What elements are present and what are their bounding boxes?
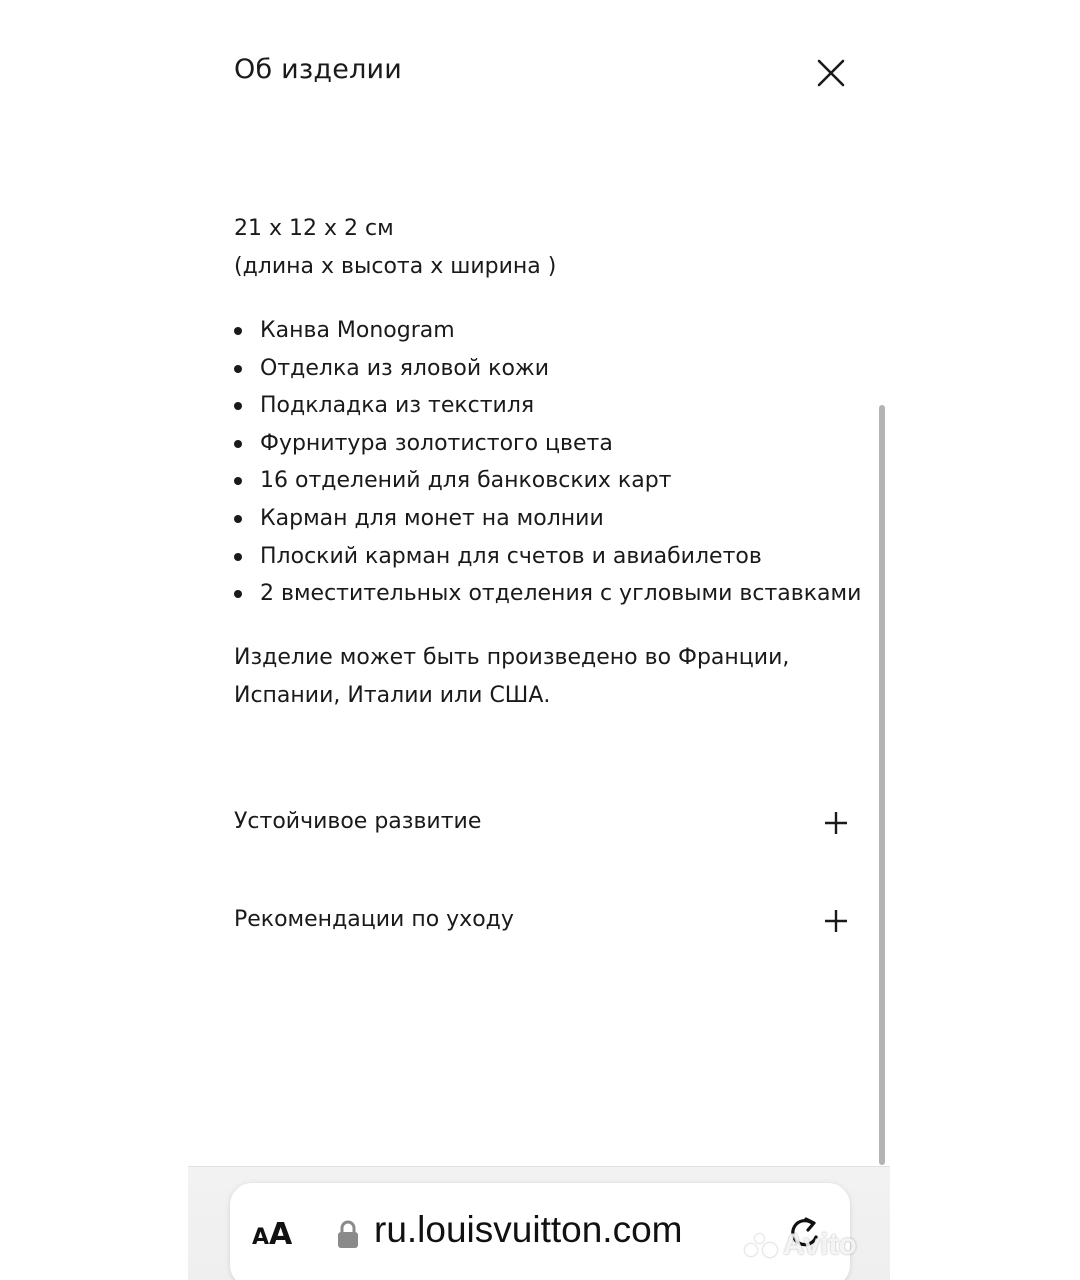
bullet-icon xyxy=(234,590,242,598)
feature-text: Карман для монет на молнии xyxy=(260,505,604,531)
panel-title: Об изделии xyxy=(234,54,403,85)
bullet-icon xyxy=(234,365,242,373)
list-item xyxy=(234,312,861,350)
scrollbar[interactable] xyxy=(879,405,885,1165)
list-item xyxy=(234,500,861,538)
lock-icon xyxy=(336,1219,360,1249)
list-item xyxy=(234,425,861,463)
dimensions-value: 21 x 12 x 2 см xyxy=(234,216,394,241)
dimensions-block xyxy=(234,210,556,286)
feature-text: Фурнитура золотистого цвета xyxy=(260,430,613,456)
accordion-care-recommendations[interactable] xyxy=(234,901,848,941)
plus-icon[interactable] xyxy=(824,909,848,933)
watermark-text: Avito xyxy=(783,1228,857,1261)
address-bar[interactable] xyxy=(230,1183,850,1280)
accordion-label: Устойчивое развитие xyxy=(234,809,482,834)
feature-text: Плоский карман для счетов и авиабилетов xyxy=(260,543,762,569)
dimensions-note: (длина x высота x ширина ) xyxy=(234,254,557,279)
list-item xyxy=(234,350,861,388)
product-details-panel xyxy=(188,0,890,1280)
feature-text: Отделка из яловой кожи xyxy=(260,355,550,381)
feature-text: 16 отделений для банковских карт xyxy=(260,468,672,494)
feature-list xyxy=(234,312,861,613)
bullet-icon xyxy=(234,477,242,485)
bullet-icon xyxy=(234,515,242,523)
bullet-icon xyxy=(234,440,242,448)
close-icon[interactable] xyxy=(814,56,848,90)
url-text[interactable]: ru.louisvuitton.com xyxy=(374,1209,683,1250)
list-item xyxy=(234,462,861,500)
accordion-label: Рекомендации по уходу xyxy=(234,907,514,932)
feature-text: Канва Monogram xyxy=(260,318,455,343)
text-size-button[interactable] xyxy=(252,1217,292,1252)
browser-toolbar xyxy=(188,1166,890,1280)
origin-line-2: Испании, Италии или США. xyxy=(234,683,551,708)
list-item xyxy=(234,575,861,613)
aa-small-letter: A xyxy=(252,1225,270,1250)
previous-tab-edge xyxy=(0,1188,24,1280)
origin-line-1: Изделие может быть произведено во Франции, xyxy=(234,645,790,670)
origin-text xyxy=(234,639,834,715)
feature-text: Подкладка из текстиля xyxy=(260,393,535,419)
bullet-icon xyxy=(234,402,242,410)
feature-text: 2 вместительных отделения с угловыми вставками xyxy=(260,581,862,607)
plus-icon[interactable] xyxy=(824,811,848,835)
aa-large-letter: A xyxy=(269,1217,293,1252)
reload-icon[interactable] xyxy=(786,1213,824,1253)
list-item xyxy=(234,387,861,425)
bullet-icon xyxy=(234,553,242,561)
bullet-icon xyxy=(234,327,242,335)
accordion-sustainability[interactable] xyxy=(234,803,848,843)
list-item xyxy=(234,538,861,576)
